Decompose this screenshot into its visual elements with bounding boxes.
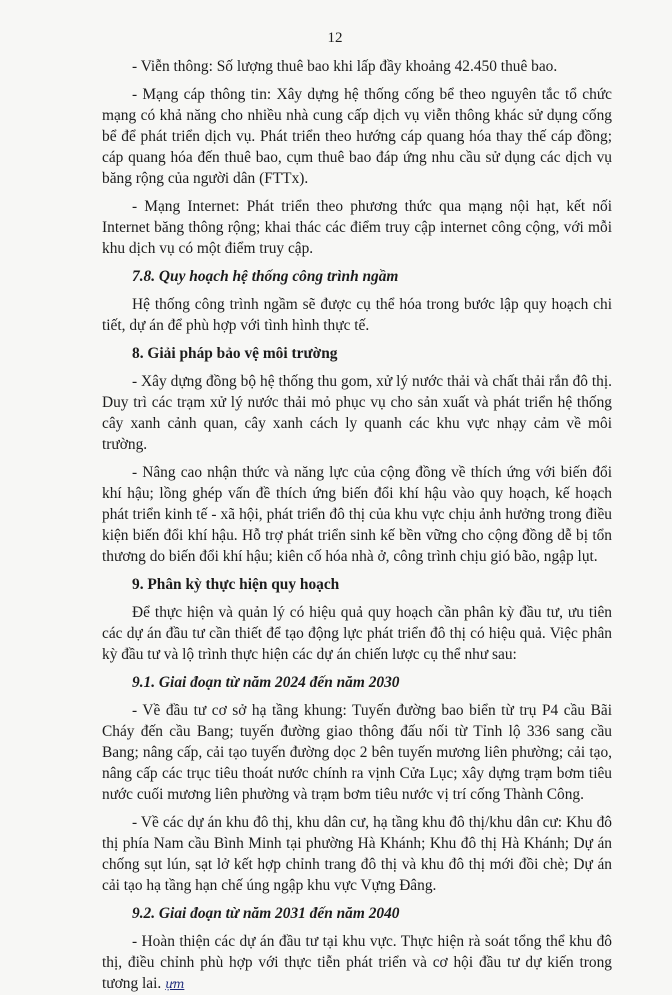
paragraph-phase2-text: - Hoàn thiện các dự án đầu tư tại khu vực. Thực hiện rà soát tổng thể khu đô thị, điều chỉnh phù hợp với thực tiễn phát triển và cơ hội đầu tư dự kiến trong tương lai. xyxy=(102,933,612,992)
paragraph-underground-works: Hệ thống công trình ngầm sẽ được cụ thể hóa trong bước lập quy hoạch chi tiết, dự án để phù hợp với tình hình thực tế. xyxy=(102,296,612,334)
paragraph-internet: - Mạng Internet: Phát triển theo phương thức qua mạng nội hạt, kết nối Internet băng thông rộng; khai thác các điểm truy cập internet công cộng, với mỗi khu dịch vụ có một điểm truy cập. xyxy=(102,198,612,257)
paragraph-environment-climate: - Nâng cao nhận thức và năng lực của cộng đồng về thích ứng với biến đổi khí hậu; lồng ghép vấn đề thích ứng biến đổi khí hậu vào quy hoạch, kế hoạch phát triển kinh tế - xã hội, phát triển đô thị của khu vực chịu ảnh hưởng trong điều kiện biến đổi khí hậu. Hỗ trợ phát triển sinh kế bền vững cho cộng đồng dễ bị tổn thương do biến đổi khí hậu; kiên cố hóa nhà ở, công trình chịu gió bão, ngập lụt. xyxy=(102,464,612,565)
page-number: 12 xyxy=(327,30,343,46)
paragraph-phase1-infrastructure: - Về đầu tư cơ sở hạ tầng khung: Tuyến đường bao biển từ trụ P4 cầu Bãi Cháy đến cầu Bang; tuyến đường giao thông đấu nối từ Tỉnh lộ 336 sang cầu Bang; nâng cấp, cải tạo tuyến đường dọc 2 bên tuyến mương liên phường; cải tạo, nâng cấp các trục tiêu thoát nước chính ra vịnh Cửa Lục; xây dựng trạm bơm tiêu nước cuối mương liên phường và trạm bơm tiêu nước vị trí cống Thành Công. xyxy=(102,702,612,803)
handwritten-initials: ựm xyxy=(165,977,185,991)
heading-phase-2031-2040: 9.2. Giai đoạn từ năm 2031 đến năm 2040 xyxy=(132,905,400,922)
heading-phasing: 9. Phân kỳ thực hiện quy hoạch xyxy=(132,576,340,593)
paragraph-cable-network: - Mạng cáp thông tin: Xây dựng hệ thống cống bể theo nguyên tắc tổ chức mạng có khả năng cho nhiều nhà cung cấp dịch vụ viễn thông khác sử dụng cống bể để phát triển dịch vụ. Phát triển theo hướng cáp quang hóa thay thế cáp đồng; cáp quang hóa đến thuê bao, cụm thuê bao đáp ứng nhu cầu sử dụng các dịch vụ băng rộng của người dân (FTTx). xyxy=(102,86,612,187)
heading-phase-2024-2030: 9.1. Giai đoạn từ năm 2024 đến năm 2030 xyxy=(132,674,400,691)
paragraph-phase2 xyxy=(102,931,612,995)
paragraph-phasing-intro: Để thực hiện và quản lý có hiệu quả quy hoạch cần phân kỳ đầu tư, ưu tiên các dự án đầu tư cần thiết để tạo động lực phát triển đô thị có hiệu quả. Việc phân kỳ đầu tư và lộ trình thực hiện các dự án chiến lược cụ thể như sau: xyxy=(102,604,612,663)
paragraph-telecom: - Viễn thông: Số lượng thuê bao khi lấp đầy khoảng 42.450 thuê bao. xyxy=(132,58,558,75)
paragraph-phase1-urban-projects: - Về các dự án khu đô thị, khu dân cư, hạ tầng khu đô thị/khu dân cư: Khu đô thị phía Nam cầu Bình Minh tại phường Hà Khánh; Khu đô thị Hà Khánh; Dự án chống sụt lún, sạt lở kết hợp chỉnh trang đô thị và khu đô thị mới đồi chè; Dự án cải tạo hạ tầng hạn chế úng ngập khu vực Vựng Đâng. xyxy=(102,814,612,894)
paragraph-environment-waste: - Xây dựng đồng bộ hệ thống thu gom, xử lý nước thải và chất thải rắn đô thị. Duy trì các trạm xử lý nước thải mỏ phục vụ cho sản xuất và phát triển hệ thống cây xanh cảnh quan, cây xanh cách ly quanh các khu vực nhạy cảm về môi trường. xyxy=(102,373,612,453)
heading-underground-works: 7.8. Quy hoạch hệ thống công trình ngầm xyxy=(132,268,399,285)
heading-environment: 8. Giải pháp bảo vệ môi trường xyxy=(132,345,338,362)
